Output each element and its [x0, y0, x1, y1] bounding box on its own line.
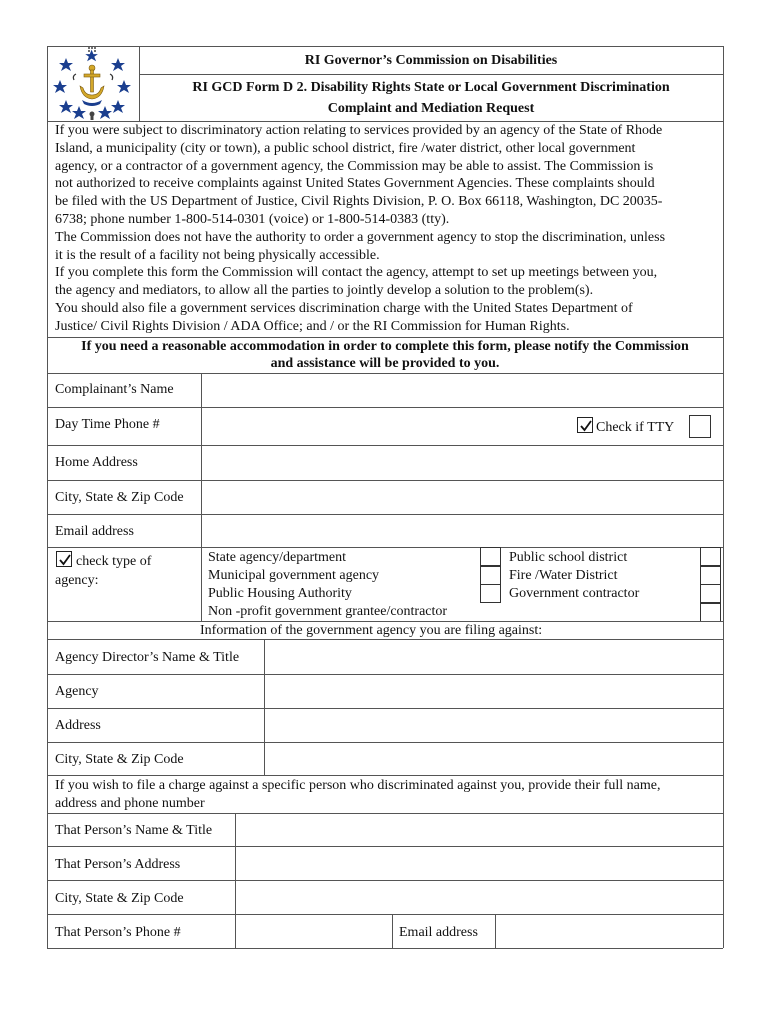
- person-note-line2: address and phone number: [55, 796, 205, 811]
- form-title-line1: RI GCD Form D 2. Disability Rights State or Local Government Discrimination: [192, 80, 670, 95]
- form-title-line2: Complaint and Mediation Request: [327, 101, 535, 116]
- intro-line: If you were subject to discriminatory action relating to services provided by an agency of the State of Rhode: [55, 123, 663, 138]
- option-public-school: Public school district: [509, 550, 628, 565]
- public-school-checkbox[interactable]: [700, 547, 721, 566]
- agency-label: Agency: [55, 684, 99, 699]
- header-divider: [139, 74, 723, 75]
- person-phone-label: That Person’s Phone #: [55, 925, 181, 940]
- person-city-label: City, State & Zip Code: [55, 891, 184, 906]
- nonprofit-grantee-checkbox[interactable]: [700, 603, 721, 622]
- tty-checkbox[interactable]: [689, 415, 711, 438]
- agency-type-checked-icon: [56, 551, 72, 567]
- intro-line: the agency and mediators, to allow all the parties to jointly develop a solution to the problem(s).: [55, 283, 594, 299]
- complainant-name-label: Complainant’s Name: [55, 382, 174, 397]
- phone-email-divider: [392, 914, 393, 948]
- intro-line: You should also file a government services discrimination charge with the United States Department of: [55, 300, 633, 316]
- accommodation-notice-line1: If you need a reasonable accommodation in order to complete this form, please notify the Commission: [81, 339, 689, 354]
- ri-seal-logo: [52, 44, 132, 120]
- person-city-field[interactable]: [236, 881, 722, 913]
- form-bottom-border: [47, 948, 723, 949]
- email-label: Email address: [55, 524, 134, 539]
- person-phone-field[interactable]: [236, 915, 391, 947]
- person-name-label: That Person’s Name & Title: [55, 823, 213, 838]
- daytime-phone-field[interactable]: [202, 408, 572, 444]
- person-address-label: That Person’s Address: [55, 857, 181, 872]
- intro-line: Island, a municipality (city or town), a public school district, fire /water district, other local government: [55, 140, 636, 156]
- intro-line: The Commission does not have the authority to order a government agency to stop the discrimination, unless: [55, 229, 666, 245]
- municipal-agency-checkbox[interactable]: [480, 566, 501, 585]
- intro-paragraph: [55, 122, 720, 336]
- daytime-phone-label: Day Time Phone #: [55, 417, 160, 432]
- agency-type-label-line2: agency:: [55, 573, 99, 588]
- agency-director-field[interactable]: [265, 640, 722, 673]
- agency-type-label-line1: check type of: [76, 554, 152, 569]
- complainant-name-field[interactable]: [202, 374, 722, 406]
- person-address-field[interactable]: [236, 847, 722, 879]
- intro-line: agency, or a contractor of a government agency, the Commission may be able to assist. The Commission is: [55, 158, 654, 174]
- government-contractor-checkbox[interactable]: [700, 584, 721, 603]
- intro-line: Justice/ Civil Rights Division / ADA Office; and / or the RI Commission for Human Rights.: [55, 318, 570, 334]
- option-government-contractor: Government contractor: [509, 586, 640, 601]
- city-state-zip-label: City, State & Zip Code: [55, 490, 184, 505]
- agency-section-heading: Information of the government agency you are filing against:: [200, 623, 543, 638]
- intro-line: 6738; phone number 1-800-514-0301 (voice) or 1-800-514-0383 (tty).: [55, 211, 450, 227]
- option-public-housing: Public Housing Authority: [208, 586, 352, 601]
- intro-line: If you complete this form the Commission will contact the agency, attempt to set up meetings between you,: [55, 265, 658, 281]
- header-top-border: [47, 46, 723, 47]
- tty-label: Check if TTY: [596, 420, 675, 435]
- tty-checked-icon: [577, 417, 593, 433]
- public-housing-checkbox[interactable]: [480, 584, 501, 603]
- agency-city-label: City, State & Zip Code: [55, 752, 184, 767]
- agency-director-label: Agency Director’s Name & Title: [55, 650, 240, 665]
- intro-line: it is the result of a facility not being physically accessible.: [55, 247, 380, 263]
- home-address-label: Home Address: [55, 455, 138, 470]
- state-agency-checkbox[interactable]: [480, 547, 501, 566]
- option-fire-water: Fire /Water District: [509, 568, 618, 583]
- agency-address-label: Address: [55, 718, 101, 733]
- commission-title: RI Governor’s Commission on Disabilities: [304, 53, 558, 68]
- fire-water-checkbox[interactable]: [700, 566, 721, 585]
- agency-field[interactable]: [265, 675, 722, 707]
- option-state-agency: State agency/department: [208, 550, 346, 565]
- person-note-line1: If you wish to file a charge against a specific person who discriminated against you, provide their full name,: [55, 778, 661, 793]
- agency-options-divider: [201, 547, 202, 621]
- home-address-field[interactable]: [202, 446, 722, 479]
- option-nonprofit-grantee: Non -profit government grantee/contractor: [208, 604, 448, 619]
- email-field[interactable]: [202, 515, 722, 546]
- accommodation-notice-line2: and assistance will be provided to you.: [270, 356, 500, 371]
- agency-address-field[interactable]: [265, 709, 722, 741]
- person-name-field[interactable]: [236, 814, 722, 845]
- intro-line: not authorized to receive complaints against United States Government Agencies. These complaints should: [55, 176, 655, 192]
- row-border: [47, 547, 723, 548]
- form-right-border: [723, 46, 724, 948]
- row-border: [47, 775, 723, 776]
- person-email-label: Email address: [399, 925, 478, 940]
- agency-city-field[interactable]: [265, 743, 722, 774]
- intro-line: be filed with the US Department of Justice, Civil Rights Division, P. O. Box 66118, Washington, DC 20035-: [55, 194, 663, 210]
- city-state-zip-field[interactable]: [202, 481, 722, 513]
- person-email-field[interactable]: [496, 915, 722, 947]
- anchor-seal-icon: [52, 44, 132, 120]
- option-municipal-agency: Municipal government agency: [208, 568, 380, 583]
